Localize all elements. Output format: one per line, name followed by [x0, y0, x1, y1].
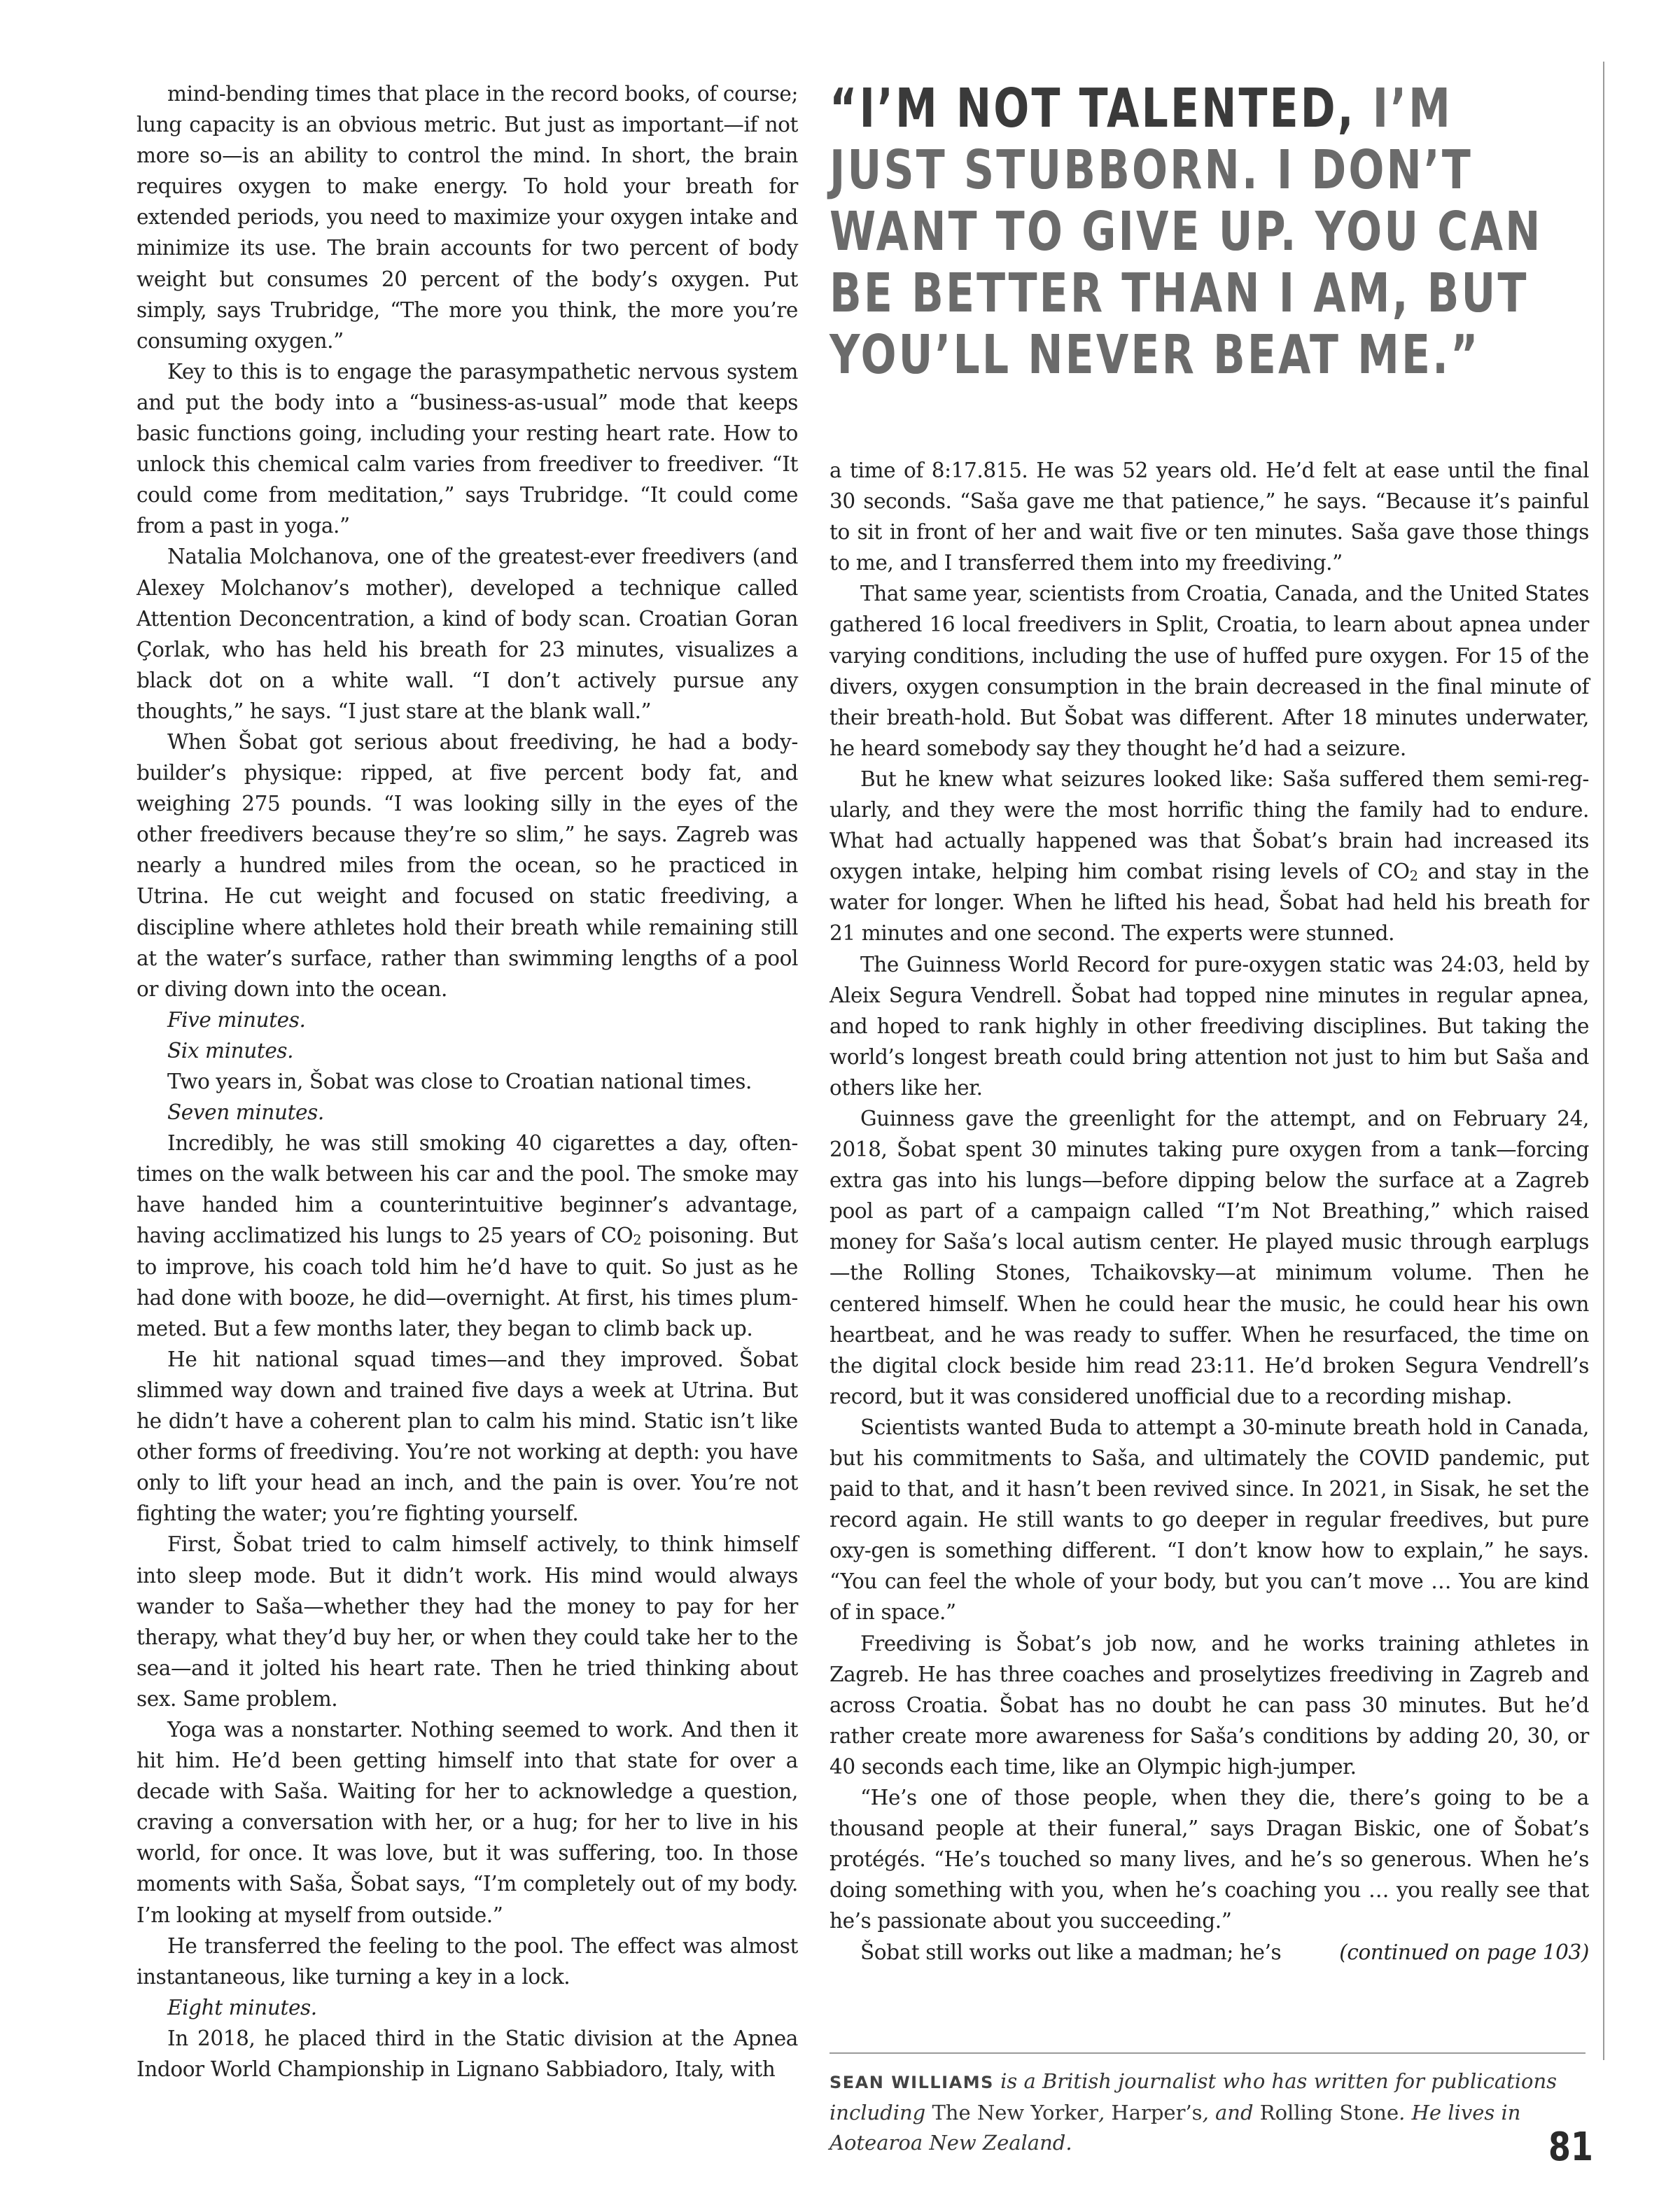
right-paragraphs [830, 455, 1589, 1937]
author-bio [830, 2066, 1586, 2158]
paragraph: Freediving is Šobat’s job now, and he works training athletes in Zagreb. He has three coaches and proselytizes freediving in Zagreb and across Croatia. Šobat has no doubt he can pass 30 minutes. But he’d rather create more awareness for Saša’s conditions by adding 20, 30, or 40 seconds each time, like an Olympic high-jumper. [830, 1631, 1589, 1779]
page-edge-rule [1603, 62, 1604, 2060]
author-name: SEAN WILLIAMS [830, 2073, 994, 2092]
bio-text: , and [1202, 2101, 1260, 2124]
paragraph: Eight minutes. [167, 1995, 317, 2019]
pull-quote-line: WANT TO GIVE UP. YOU CAN [830, 201, 1543, 263]
publication-name: Rolling Stone [1259, 2101, 1399, 2124]
pull-quote-line: JUST STUBBORN. I DON’T [830, 139, 1473, 202]
paragraph: Natalia Molchanova, one of the greatest-ever freedivers (and Alexey Molchanov’s mother), developed a technique called Attention Deconcentration, a kind of body scan. Croatian Goran Çorlak, who has held his breath for 23 minutes, visualizes a black dot on a white wall. “I don’t actively pursue any thoughts,” he says. “I just stare at the blank wall.” [136, 545, 798, 723]
bio-divider [830, 2052, 1586, 2054]
bio-text: is a British journalist who has written for publications including [830, 2069, 1558, 2124]
paragraph: The Guinness World Record for pure-oxygen static was 24:03, held by Aleix Segura Vendrell. Šobat had topped nine minutes in regular apnea, and hoped to rank highly in other freediving disciplines. But taking the world’s longest breath could bring attention not just to him but Saša and others like her. [830, 952, 1589, 1100]
bio-text: , [1098, 2101, 1112, 2124]
publication-name: The New Yorker [932, 2101, 1098, 2124]
paragraph: Six minutes. [167, 1038, 294, 1063]
paragraph: First, Šobat tried to calm himself actively, to think himself into sleep mode. But it didn’t work. His mind would always wander to Saša—whether they had the money to pay for her therapy, what they’d buy her, or when they could take her to the sea—and it jolted his heart rate. Then he tried thinking about sex. Same problem. [136, 1532, 798, 1711]
paragraph: Key to this is to engage the parasympathetic nervous system and put the body into a “business-as-usual” mode that keeps basic functions going, including your resting heart rate. How to unlock this chemical calm varies from freediver to freediver. “It could come from meditation,” says Trubridge. “It could come from a past in yoga.” [136, 359, 798, 538]
last-paragraph-text: Šobat still works out like a madman; he’s [860, 1940, 1282, 1964]
paragraph: mind-bending times that place in the record books, of course; lung capacity is an obvious metric. But just as important—if not more so—is an ability to control the mind. In short, the brain requires oxygen to make energy. To hold your breath for extended periods, you need to maximize your oxygen intake and minimize its use. The brain accounts for two percent of body weight but consumes 20 percent of the body’s oxygen. Put simply, says Trubridge, “The more you think, the more you’re consuming oxygen.” [136, 82, 798, 353]
paragraph: Scientists wanted Buda to attempt a 30-minute breath hold in Canada, but his commitments to Saša, and ultimately the COVID pandemic, put paid to that, and it hasn’t been revived since. In 2021, in Sisak, he set the record again. He still wants to go deeper in regular freedives, but pure oxy-gen is something different. “I don’t know how to explain,” he says. “You can feel the whole of your body, but you can’t move … You are kind of in space.” [830, 1415, 1589, 1625]
pull-quote-line [830, 78, 1453, 140]
publication-name: Harper’s [1111, 2101, 1203, 2124]
pull-quote [830, 78, 1543, 386]
pull-quote-dark: “I’M NOT TALENTED, [830, 78, 1356, 140]
paragraph: He hit national squad times—and they improved. Šobat slimmed way down and trained five days a week at Utrina. But he didn’t have a coherent plan to calm his mind. Static isn’t like other forms of freediving. You’re not working at depth: you have only to lift your head an inch, and the pain is over. You’re not fighting the water; you’re fighting yourself. [136, 1347, 798, 1526]
continuation-line [830, 1937, 1589, 1968]
pull-quote-light: I’M [1355, 78, 1453, 140]
paragraph: Five minutes. [167, 1007, 306, 1032]
right-text-column [830, 455, 1589, 1968]
paragraph: Seven minutes. [167, 1100, 324, 1125]
continued-link[interactable]: (continued on page 103) [1339, 1940, 1589, 1964]
subscript: 2 [633, 1232, 642, 1249]
pull-quote-line: BE BETTER THAN I AM, BUT [830, 262, 1529, 325]
paragraph: He transferred the feeling to the pool. The effect was almost instantaneous, like turning a key in a lock. [136, 1933, 798, 1989]
paragraph: When Šobat got serious about freediving, he had a body-builder’s physique: ripped, at five percent body fat, and weighing 275 pounds. “I was looking silly in the eyes of the other freedivers because they’re so slim,” he says. Zagreb was nearly a hundred miles from the ocean, so he practiced in Utrina. He cut weight and focused on static freediving, a discipline where athletes hold their breath while remaining still at the water’s surface, rather than swimming lengths of a pool or diving down into the ocean. [136, 729, 798, 1001]
paragraph: Two years in, Šobat was close to Croatian national times. [167, 1070, 752, 1093]
paragraph: But he knew what seizures looked like: Saša suffered them semi-reg-ularly, and they were the most horrific thing the family had to endure. What had actually happened was that Šobat’s brain had increased its oxygen intake, helping him combat rising levels of CO2 and stay in the water for longer. When he lifted his head, Šobat had held his breath for 21 minutes and one second. The experts were stunned. [830, 766, 1589, 946]
subscript: 2 [1409, 868, 1418, 885]
paragraph: Incredibly, he was still smoking 40 cigarettes a day, often-times on the walk between his car and the pool. The smoke may have handed him a counterintuitive beginner’s advantage, having acclimatized his lungs to 25 years of CO2 poisoning. But to improve, his coach told him he’d have to quit. So just as he had done with booze, he did—overnight. At first, his times plum-meted. But a few months later, they began to climb back up. [136, 1131, 798, 1340]
left-text-column [136, 78, 798, 2085]
page-number: 81 [1548, 2124, 1593, 2170]
paragraph: a time of 8:17.815. He was 52 years old. He’d felt at ease until the final 30 seconds. “Saša gave me that patience,” he says. “Because it’s painful to sit in front of her and wait five or ten minutes. Saša gave those things to me, and I transferred them into my freediving.” [830, 458, 1589, 575]
paragraph: Yoga was a nonstarter. Nothing seemed to work. And then it hit him. He’d been getting himself into that state for over a decade with Saša. Waiting for her to acknowledge a question, craving a conversation with her, or a hug; for her to live in his world, for once. It was love, but it was suffering, too. In those moments with Saša, Šobat says, “I’m completely out of my body. I’m looking at myself from outside.” [136, 1717, 798, 1927]
paragraph: Guinness gave the greenlight for the attempt, and on February 24, 2018, Šobat spent 30 minutes taking pure oxygen from a tank—forcing extra gas into his lungs—before dipping below the surface at a Zagreb pool as part of a campaign called “I’m Not Breathing,” which raised money for Saša’s local autism center. He played music through earplugs—the Rolling Stones, Tchaikovsky—at minimum volume. Then he centered himself. When he could hear the music, he could hear his own heartbeat, and he was ready to suffer. When he resurfaced, the time on the digital clock beside him read 23:11. He’d broken Segura Vendrell’s record, but it was considered unofficial due to a recording mishap. [830, 1106, 1589, 1408]
bio-text: . He lives in Aotearoa New Zealand. [830, 2101, 1521, 2155]
paragraph: In 2018, he placed third in the Static division at the Apnea Indoor World Championship in Lignano Sabbiadoro, Italy, with [136, 2026, 798, 2081]
paragraph: That same year, scientists from Croatia, Canada, and the United States gathered 16 local freedivers in Split, Croatia, to learn about apnea under varying conditions, including the use of huffed pure oxygen. For 15 of the divers, oxygen consumption in the brain decreased in the final minute of their breath-hold. But Šobat was different. After 18 minutes underwater, he heard somebody say they thought he’d had a seizure. [830, 582, 1589, 760]
pull-quote-line: YOU’LL NEVER BEAT ME.” [830, 324, 1480, 386]
paragraph: “He’s one of those people, when they die, there’s going to be a thousand people at their funeral,” says Dragan Biskic, one of Šobat’s protégés. “He’s touched so many lives, and he’s so generous. When he’s doing something with you, when he’s coaching you … you really see that he’s passionate about you succeeding.” [830, 1786, 1589, 1933]
